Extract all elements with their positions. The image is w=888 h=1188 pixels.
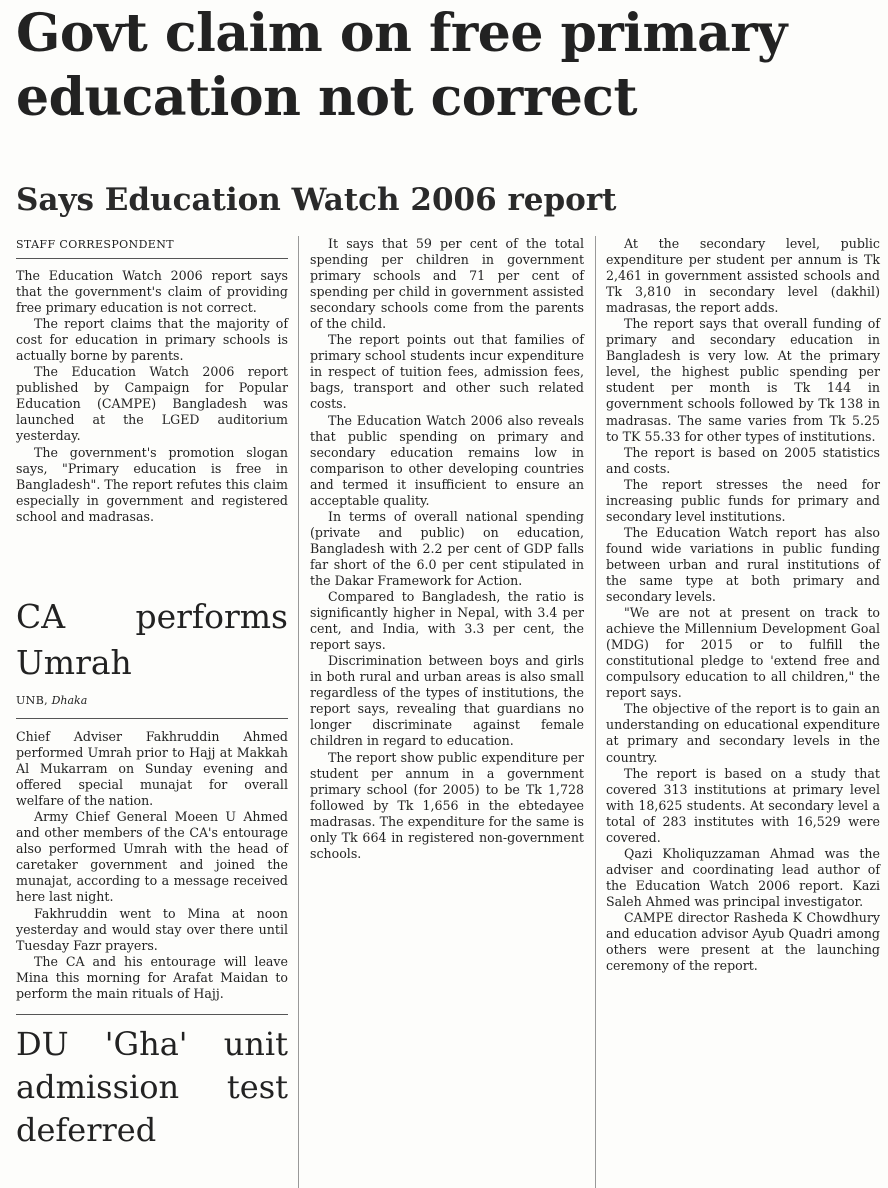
paragraph: CAMPE director Rasheda K Chowdhury and education advisor Ayub Quadri among others were present at the launching ceremony of the report. <box>606 909 880 974</box>
paragraph: The report is based on 2005 statistics and costs. <box>606 444 880 476</box>
paragraph: At the secondary level, public expenditure per student per annum is Tk 2,461 in government assisted schools and Tk 3,810 in secondary level (dakhil) madrasas, the report adds. <box>606 236 880 316</box>
side-byline <box>16 690 288 719</box>
side-headline: CA performs Umrah <box>16 597 288 682</box>
side-headline: DU 'Gha' unit admission test deferred <box>16 1024 288 1149</box>
column-3 <box>606 236 880 974</box>
subhead: Says Education Watch 2006 report <box>16 182 617 218</box>
paragraph: Qazi Kholiquzzaman Ahmad was the adviser and coordinating lead author of the Education Watch 2006 report. Kazi Saleh Ahmed was principal investigator. <box>606 845 880 909</box>
column-rule <box>595 236 596 1188</box>
paragraph: The Education Watch report has also found wide variations in public funding between urban and rural institutions of the same type at both primary and secondary levels. <box>606 524 880 605</box>
byline: STAFF CORRESPONDENT <box>16 236 288 259</box>
side-story-ca-umrah <box>16 588 288 1156</box>
paragraph: The report show public expenditure per student per annum in a government primary school (for 2005) to be Tk 1,728 followed by Tk 1,656 in the ebtedayee madrasas. The expenditure for the same is only Tk 664 in registered non-government schools. <box>310 749 584 861</box>
paragraph: The objective of the report is to gain an understanding on educational expenditure at primary and secondary levels in the country. <box>606 701 880 765</box>
paragraph: Fakhruddin went to Mina at noon yesterday and would stay over there until Tuesday Fazr prayers. <box>16 905 288 953</box>
paragraph: The Education Watch 2006 also reveals that public spending on primary and secondary education remains low in comparison to other developing countries and termed it insufficient to ensure an acceptable quality. <box>310 412 584 508</box>
paragraph: In terms of overall national spending (private and public) on education, Bangladesh with 2.2 per cent of GDP falls far short of the 6.0 per cent stipulated in the Dakar Framework for Action. <box>310 508 584 588</box>
paragraph: The report claims that the majority of cost for education in primary schools is actually borne by parents. <box>16 316 288 364</box>
paragraph: It says that 59 per cent of the total spending per children in government primary schools and 71 per cent of spending per child in government assisted secondary schools come from the parents of the child. <box>310 236 584 332</box>
paragraph: The CA and his entourage will leave Mina this morning for Arafat Maidan to perform the main rituals of Hajj. <box>16 953 288 1001</box>
divider <box>16 1014 288 1015</box>
agency: UNB, <box>16 694 49 707</box>
paragraph: Army Chief General Moeen U Ahmed and other members of the CA's entourage also performed Umrah with the head of caretaker government and joined the munajat, according to a message received here last night. <box>16 809 288 905</box>
paragraph: "We are not at present on track to achieve the Millennium Development Goal (MDG) for 2015 or to fulfill the constitutional pledge to 'extend free and compulsory education to all children," the report says. <box>606 605 880 701</box>
paragraph: The Education Watch 2006 report published by Campaign for Popular Education (CAMPE) Bangladesh was launched at the LGED auditorium yesterday. <box>16 364 288 444</box>
paragraph: The government's promotion slogan says, "Primary education is free in Bangladesh". The report refutes this claim especially in government and registered school and madrasas. <box>16 444 288 524</box>
paragraph: The Education Watch 2006 report says that the government's claim of providing free primary education is not correct. <box>16 268 288 316</box>
paragraph: Discrimination between boys and girls in both rural and urban areas is also small regardless of the types of institutions, the report says, revealing that guardians no longer discriminate against female children in regard to education. <box>310 653 584 749</box>
paragraph: The report says that overall funding of primary and secondary education in Bangladesh is very low. At the primary level, the highest public spending per student per month is Tk 144 in government schools followed by Tk 138 in madrasas. The same varies from Tk 5.25 to TK 55.33 for other types of institutions. <box>606 316 880 444</box>
paragraph: Compared to Bangladesh, the ratio is significantly higher in Nepal, with 3.4 per cent, and India, with 3.3 per cent, the report says. <box>310 589 584 653</box>
paragraph: The report points out that families of primary school students incur expenditure in respect of tuition fees, admission fees, bags, transport and other such related costs. <box>310 332 584 412</box>
column-rule <box>298 236 299 1188</box>
headline: Govt claim on free primary education not correct <box>16 3 787 128</box>
paragraph: Chief Adviser Fakhruddin Ahmed performed Umrah prior to Hajj at Makkah Al Mukarram on Sunday evening and offered special munajat for overall welfare of the nation. <box>16 729 288 809</box>
paragraph: The report is based on a study that covered 313 institutions at primary level with 18,625 students. At secondary level a total of 283 institutes with 16,529 were covered. <box>606 765 880 845</box>
column-2 <box>310 236 584 862</box>
column-1 <box>16 236 288 525</box>
paragraph: The report stresses the need for increasing public funds for primary and secondary level institutions. <box>606 476 880 524</box>
dateline-city: Dhaka <box>51 694 88 707</box>
